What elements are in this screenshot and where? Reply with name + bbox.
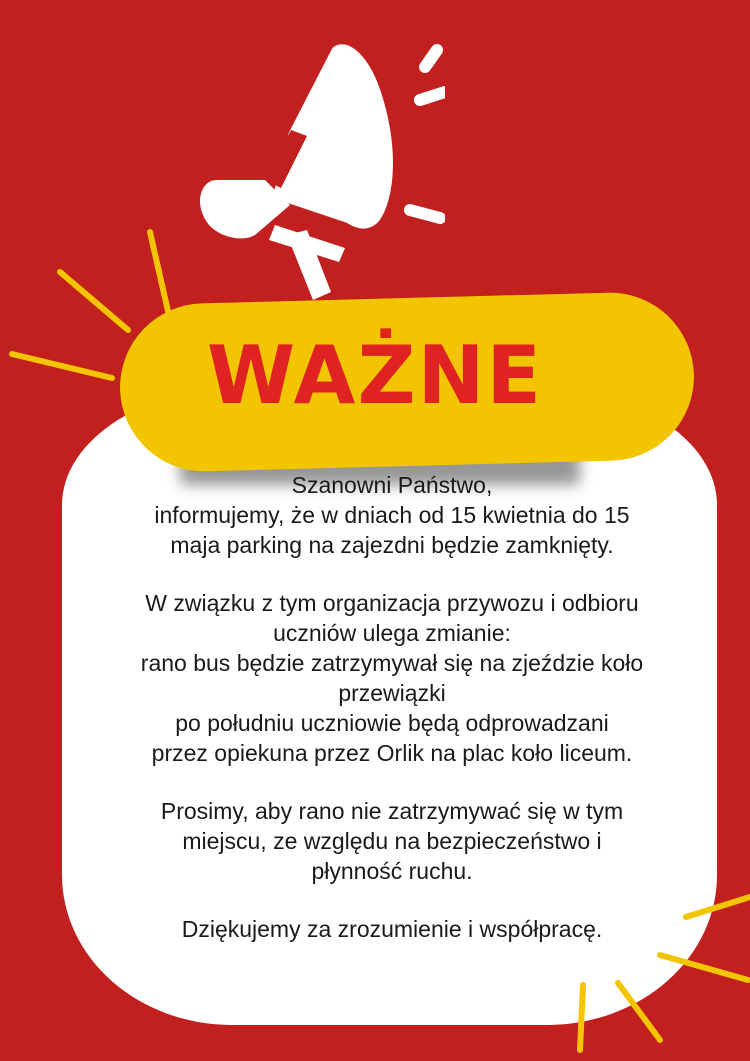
afternoon-line-2: przez opiekuna przez Orlik na plac koło liceum. <box>151 740 633 766</box>
request-line-2: miejscu, ze względu na bezpieczeństwo i <box>182 828 602 854</box>
notice-text <box>72 470 712 944</box>
page-title: WAŻNE <box>206 329 544 422</box>
afternoon-line-1: po południu uczniowie będą odprowadzani <box>175 710 609 736</box>
change-line-2: uczniów ulega zmianie: <box>273 620 511 646</box>
intro-line-2: maja parking na zajezdni będzie zamknięty. <box>170 532 614 558</box>
request-line-1: Prosimy, aby rano nie zatrzymywać się w tym <box>160 798 624 824</box>
intro-line-1: informujemy, że w dniach od 15 kwietnia do 15 <box>154 502 630 528</box>
megaphone-icon <box>195 30 445 320</box>
request-line-3: płynność ruchu. <box>311 858 473 884</box>
thanks-line: Dziękujemy za zrozumienie i współpracę. <box>181 916 603 942</box>
change-line-1: W związku z tym organizacja przywozu i odbioru <box>145 590 639 616</box>
greeting: Szanowni Państwo, <box>291 472 493 498</box>
morning-line-2: przewiązki <box>338 680 446 706</box>
morning-line-1: rano bus będzie zatrzymywał się na zjeździe koło <box>140 650 644 676</box>
